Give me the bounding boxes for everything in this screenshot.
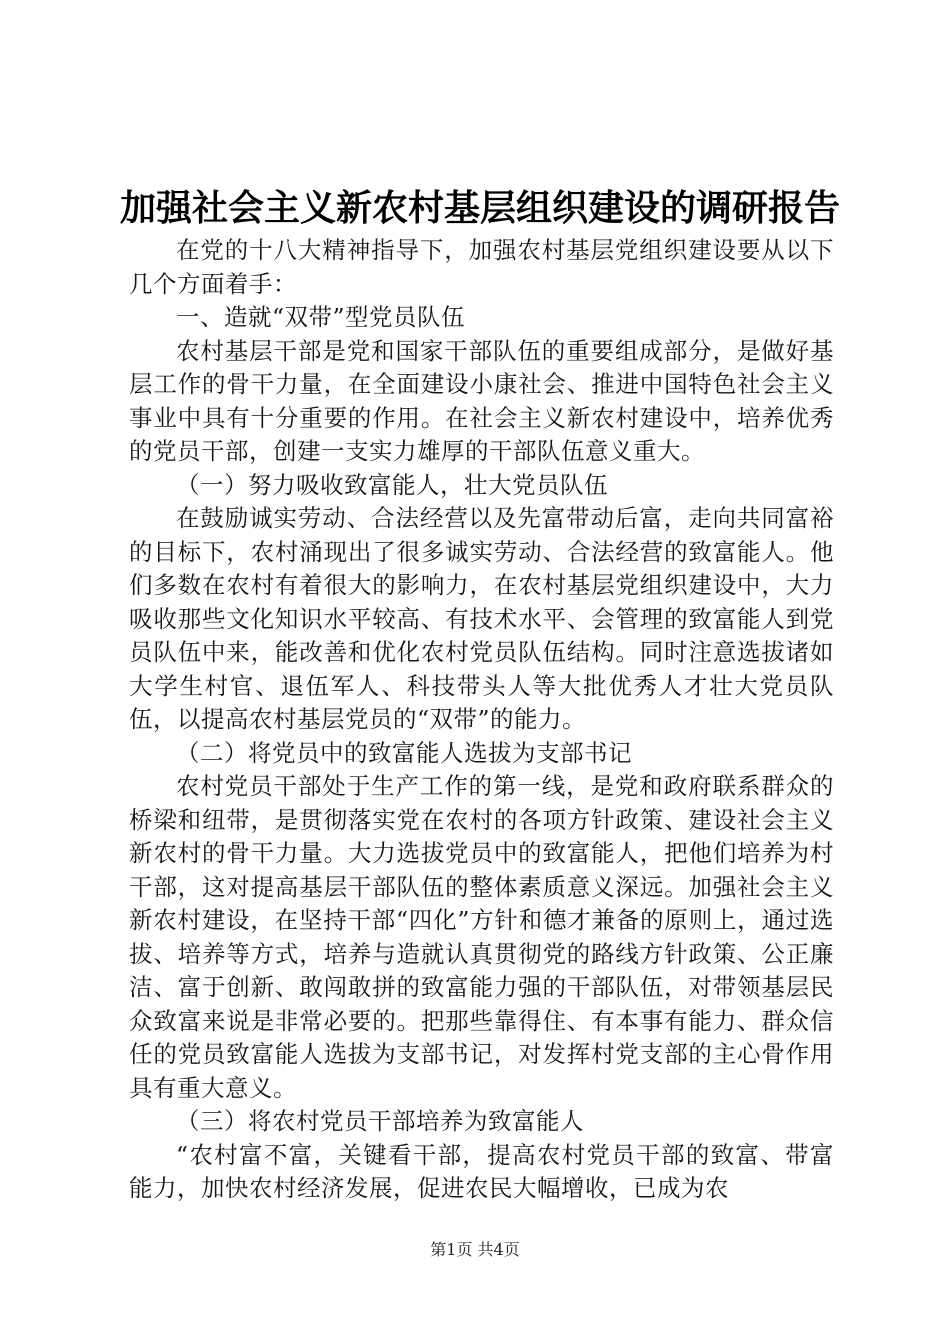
document-title: 加强社会主义新农村基层组织建设的调研报告: [119, 187, 840, 229]
paragraph-section-1: 农村基层干部是党和国家干部队伍的重要组成部分，是做好基层工作的骨干力量，在全面建设小康社会、推进中国特色社会主义事业中具有十分重要的作用。在社会主义新农村建设中，培养优秀的党员干部，创建一支实力雄厚的干部队伍意义重大。: [129, 336, 834, 465]
subsection-heading-3: （三）将农村党员干部培养为致富能人: [176, 1107, 584, 1135]
paragraph-intro: 在党的十八大精神指导下，加强农村基层党组织建设要从以下几个方面着手：: [129, 236, 834, 298]
paragraph-subsection-2: 农村党员干部处于生产工作的第一线，是党和政府联系群众的桥梁和纽带，是贯彻落实党在农村的各项方针政策、建设社会主义新农村的骨干力量。大力选拔党员中的致富能人，把他们培养为村干部，这对提高基层干部队伍的整体素质意义深远。加强社会主义新农村建设，在坚持干部“四化”方针和德才兼备的原则上，通过选拔、培养等方式，培养与造就认真贯彻党的路线方针政策、公正廉洁、富于创新、敢闯敢拼的致富能力强的干部队伍，对带领基层民众致富来说是非常必要的。把那些靠得住、有本事有能力、群众信任的党员致富能人选拔为支部书记，对发挥村党支部的主心骨作用具有重大意义。: [129, 772, 834, 1102]
document-body: [129, 234, 834, 1206]
subsection-heading-1: （一）努力吸收致富能人，壮大党员队伍: [176, 470, 608, 499]
section-heading-1: 一、造就“双带”型党员队伍: [176, 303, 466, 331]
paragraph-subsection-3: “农村富不富，关键看干部，提高农村党员干部的致富、带富能力，加快农村经济发展，促进农民大幅增收，已成为农: [129, 1140, 834, 1202]
page-number-footer: 第1页 共4页: [430, 1240, 520, 1259]
subsection-heading-2: （二）将党员中的致富能人选拔为支部书记: [176, 738, 632, 767]
paragraph-subsection-1: 在鼓励诚实劳动、合法经营以及先富带动后富，走向共同富裕的目标下，农村涌现出了很多诚实劳动、合法经营的致富能人。他们多数在农村有着很大的影响力，在农村基层党组织建设中，大力吸收那些文化知识水平较高、有技术水平、会管理的致富能人到党员队伍中来，能改善和优化农村党员队伍结构。同时注意选拔诸如大学生村官、退伍军人、科技带头人等大批优秀人才壮大党员队伍，以提高农村基层党员的“双带”的能力。: [129, 504, 834, 733]
